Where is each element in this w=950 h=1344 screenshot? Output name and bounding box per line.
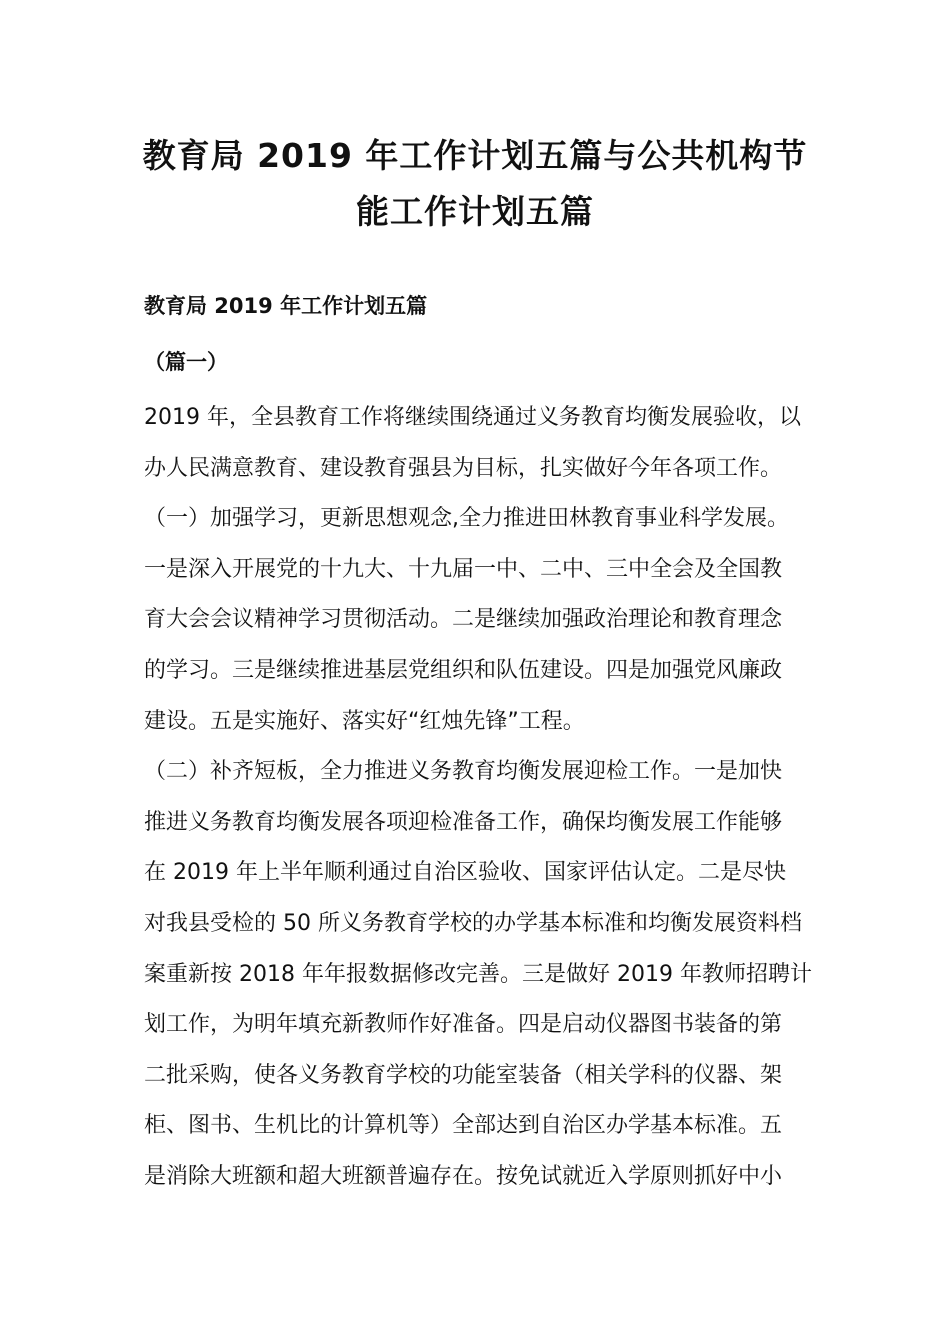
text-line: 推进义务教育均衡发展各项迎检准备工作，确保均衡发展工作能够 [144,809,783,835]
text-line: 的学习。三是继续推进基层党组织和队伍建设。四是加强党风廉政 [144,657,783,683]
document-title [120,128,830,240]
text-line: 建设。五是实施好、落实好“红烛先锋”工程。 [144,708,585,734]
text-line: 二批采购，使各义务教育学校的功能室装备（相关学科的仪器、架 [144,1062,783,1088]
title-line-1: 教育局 2019 年工作计划五篇与公共机构节 [142,136,808,175]
text-line: 划工作，为明年填充新教师作好准备。四是启动仪器图书装备的第 [144,1012,783,1038]
text-line: 2019 年，全县教育工作将继续围绕通过义务教育均衡发展验收，以 [144,405,801,430]
section-heading: 教育局 2019 年工作计划五篇 [144,294,428,318]
text-line: 对我县受检的 50 所义务教育学校的办学基本标准和均衡发展资料档 [144,910,802,936]
text-line: 办人民满意教育、建设教育强县为目标，扎实做好今年各项工作。 [144,455,783,481]
text-line: 育大会会议精神学习贯彻活动。二是继续加强政治理论和教育理念 [144,607,783,633]
text-line: 案重新按 2018 年年报数据修改完善。三是做好 2019 年教师招聘计 [144,961,812,987]
part-label: （篇一） [144,350,228,374]
text-line: （一）加强学习，更新思想观念,全力推进田林教育事业科学发展。 [144,506,789,532]
text-line: 在 2019 年上半年顺利通过自治区验收、国家评估认定。二是尽快 [144,860,786,886]
body-text [144,398,824,1208]
text-line: 是消除大班额和超大班额普遍存在。按免试就近入学原则抓好中小 [144,1163,783,1189]
text-line: （二）补齐短板，全力推进义务教育均衡发展迎检工作。一是加快 [144,759,783,785]
text-line: 一是深入开展党的十九大、十九届一中、二中、三中全会及全国教 [144,556,783,582]
text-line: 柜、图书、生机比的计算机等）全部达到自治区办学基本标准。五 [144,1113,783,1139]
title-line-2: 能工作计划五篇 [356,192,594,231]
